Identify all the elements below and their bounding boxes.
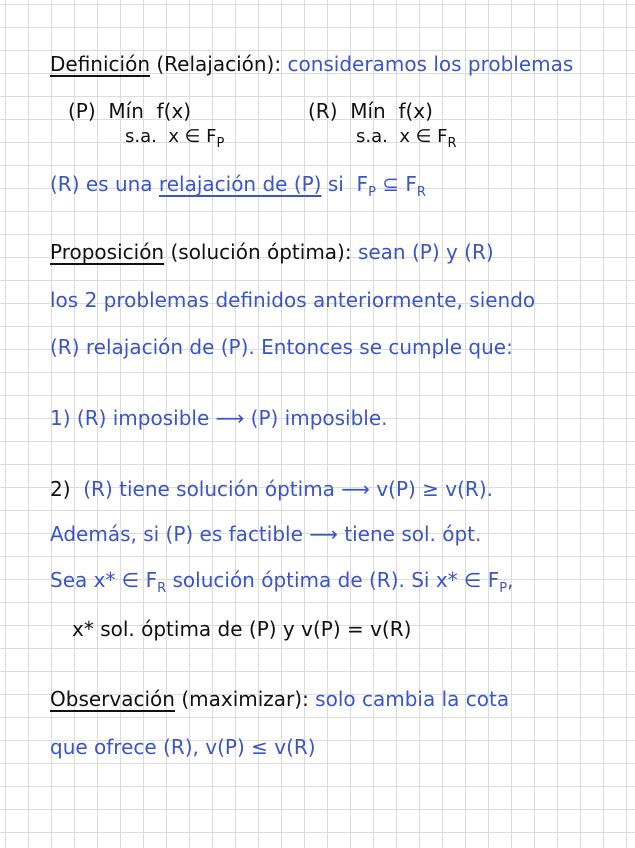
- proposition-item-2-number: 2): [50, 477, 71, 501]
- observation-line2: que ofrece (R), v(P) ≤ v(R): [50, 735, 316, 759]
- proposition-item-2-text: (R) tiene solución óptima ⟶ v(P) ≥ v(R).: [83, 477, 493, 501]
- definition-heading: [50, 52, 573, 76]
- proposition-item-2: [50, 477, 493, 501]
- relaxation-statement: [50, 172, 426, 205]
- relaxation-pre: (R) es una: [50, 172, 153, 196]
- problem-r-subscript: R: [447, 136, 457, 151]
- observation-heading: [50, 687, 509, 711]
- sea-mid: solución óptima de (R). Si x* ∈ F: [166, 568, 500, 592]
- proposition-line3: (R) relajación de (P). Entonces se cumple que:: [50, 335, 513, 359]
- problem-p-objective: f(x): [156, 99, 192, 123]
- relaxation-f2: F: [405, 172, 417, 196]
- problem-r-constraint: x ∈ F: [399, 126, 448, 147]
- problem-r-objective: f(x): [398, 99, 433, 123]
- problem-r-sa: s.a.: [356, 126, 388, 147]
- definition-intro: consideramos los problemas: [287, 52, 574, 76]
- problem-r-min: Mín: [350, 99, 386, 123]
- sea-sub-p: P: [499, 581, 508, 596]
- proposition-ademas: Además, si (P) es factible ⟶ tiene sol. ópt.: [50, 522, 482, 546]
- problem-r-label: (R): [308, 99, 338, 123]
- problem-p-line1: [68, 99, 191, 123]
- observation-line1: solo cambia la cota: [315, 687, 510, 711]
- sea-end: ,: [507, 568, 514, 592]
- sea-sub-r: R: [157, 581, 167, 596]
- definition-title: Definición: [50, 52, 150, 76]
- problem-r-line2: [356, 125, 457, 156]
- relaxation-sub2: R: [416, 185, 426, 200]
- definition-subtitle: (Relajación):: [156, 52, 282, 76]
- proposition-item-1: 1) (R) imposible ⟶ (P) imposible.: [50, 406, 388, 430]
- proposition-conclusion: x* sol. óptima de (P) y v(P) = v(R): [72, 617, 412, 641]
- observation-title: Observación: [50, 687, 175, 711]
- problem-p-constraint: x ∈ F: [168, 126, 217, 147]
- proposition-line1: sean (P) y (R): [357, 240, 494, 264]
- relaxation-f1: F: [356, 172, 369, 196]
- problem-p-sa: s.a.: [125, 126, 157, 147]
- problem-p-subscript: P: [216, 136, 225, 151]
- problem-p-min: Mín: [108, 99, 144, 123]
- relaxation-sub1: P: [368, 185, 376, 200]
- problem-p-label: (P): [68, 99, 96, 123]
- relaxation-subset: ⊆: [382, 172, 400, 196]
- observation-subtitle: (maximizar):: [181, 687, 309, 711]
- problem-r-line1: [308, 99, 433, 123]
- proposition-line2: los 2 problemas definidos anteriormente, siendo: [50, 288, 536, 312]
- proposition-subtitle: (solución óptima):: [170, 240, 352, 264]
- problem-p-line2: [125, 125, 224, 156]
- proposition-title: Proposición: [50, 240, 165, 264]
- proposition-heading: [50, 240, 494, 264]
- relaxation-si: si: [327, 172, 344, 196]
- sea-pre: Sea x* ∈ F: [50, 568, 158, 592]
- proposition-sea: [50, 568, 514, 601]
- relaxation-term: relajación de (P): [158, 172, 322, 196]
